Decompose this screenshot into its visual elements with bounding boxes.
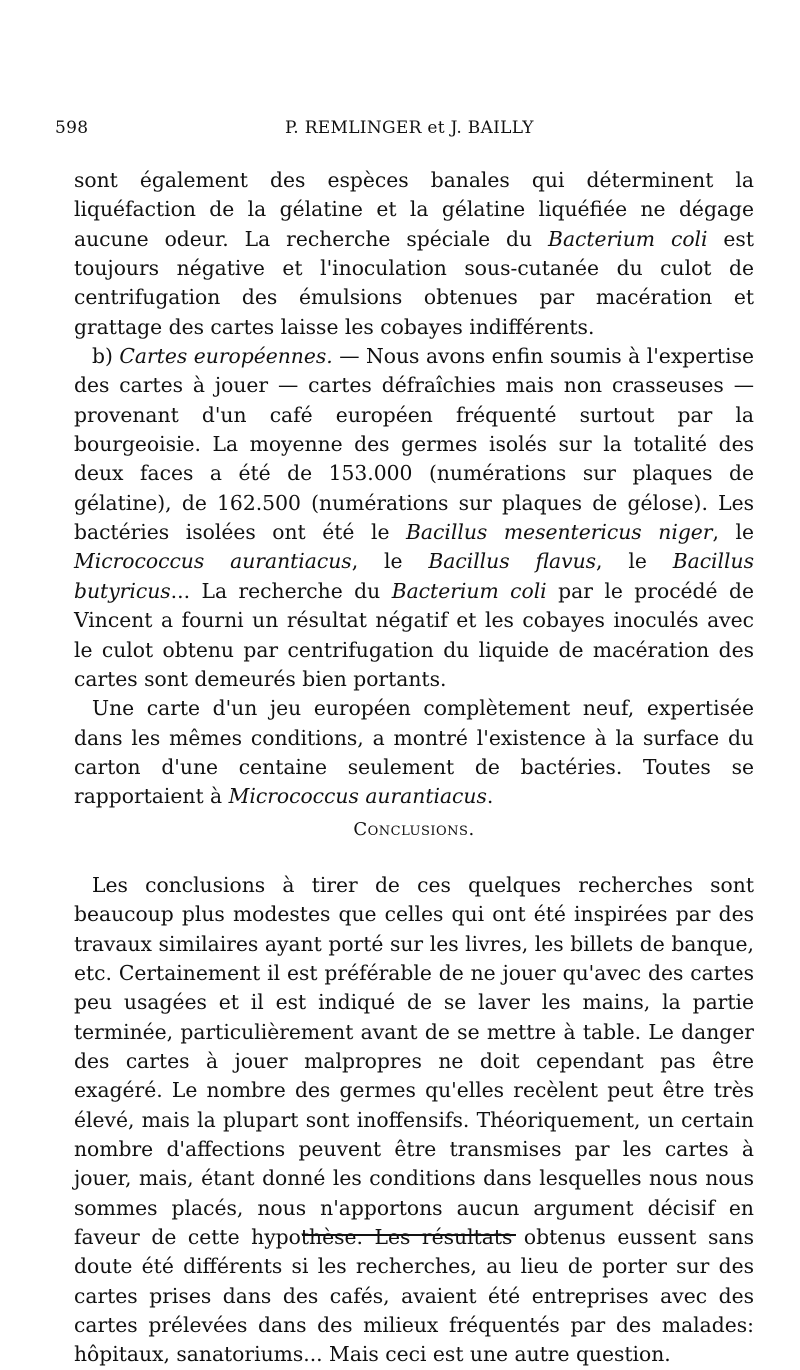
text-span: est toujours négative et l'inoculation sous-cutanée du culot de centrifugation des émulsions obtenues par macération et grattage des cartes laisse les cobayes indifférents. [74, 226, 754, 339]
paragraph-2 [74, 342, 754, 694]
italic-span: Bacillus mesentericus niger [406, 520, 713, 545]
end-rule [302, 1234, 516, 1236]
running-head: P. REMLINGER et J. BAILLY [285, 118, 534, 138]
body-text [74, 166, 754, 1370]
italic-span: Cartes européennes. [119, 344, 333, 369]
text-span: , le [596, 549, 673, 574]
text-span: par le procédé de Vincent a fourni un résultat négatif et les cobayes inoculés avec le culot obtenu par centrifugation du liquide de macération des cartes sont demeurés bien portants. [74, 578, 754, 691]
italic-span: Bacillus flavus [428, 549, 597, 574]
italic-span: Micrococcus aurantiacus [228, 784, 487, 809]
italic-span: Bacterium coli [391, 578, 547, 603]
paragraph-4: Les conclusions à tirer de ces quelques recherches sont beaucoup plus modestes que celles qui ont été inspirées par des travaux similaires ayant porté sur les livres, les billets de banque, etc. Certainement il est préférable de ne jouer qu'avec des cartes peu usagées et il est indiqué de se laver les mains, la partie terminée, particulièrement avant de se mettre à table. Le danger des cartes à jouer malpropres ne doit cependant pas être exagéré. Le nombre des germes qu'elles recèlent peut être très élevé, mais la plupart sont inoffensifs. Théoriquement, un certain nombre d'affections peuvent être transmises par les cartes à jouer, mais, étant donné les conditions dans lesquelles nous nous sommes placés, nous n'apportons aucun argument décisif en faveur de cette hypothèse. Les résultats obtenus eussent sans doute été différents si les recherches, au lieu de porter sur des cartes prises dans des cafés, avaient été entreprises avec des cartes prélevées dans des milieux fréquentés par des malades: hôpitaux, sanatoriums... Mais ceci est une autre question. [74, 872, 754, 1367]
text-span: — Nous avons enfin soumis à l'expertise des cartes à jouer — cartes défraîchies mais non crasseuses — provenant d'un café européen fréquenté surtout par la bourgeoisie. La moyenne des germes isolés sur la totalité des deux faces a été de 153.000 (numérations sur plaques de gélatine), de 162.500 (numérations sur plaques de gélose). Les bactéries isolées ont été le [74, 344, 754, 545]
paragraph-3 [74, 694, 754, 811]
italic-span: Bacterium coli [548, 226, 708, 251]
page-header [55, 118, 750, 148]
text-span: . [486, 784, 494, 809]
text-span: Une carte d'un jeu européen complètement neuf, expertisée dans les mêmes conditions, a montré l'existence à la surface du carton d'une centaine seulement de bactéries. Toutes se rapportaient à [74, 696, 754, 809]
page-number: 598 [55, 118, 89, 138]
text-span: b) [92, 344, 120, 369]
text-span: sont également des espèces banales qui déterminent la liquéfaction de la gélatine et la gélatine liquéfiée ne dégage aucune odeur. La recherche spéciale du [74, 168, 754, 251]
text-span: , le [712, 520, 755, 545]
text-span: ... La recherche du [170, 578, 392, 603]
section-heading: Conclusions. [353, 818, 475, 840]
italic-span: Bacillus butyricus [74, 549, 754, 603]
italic-span: Micrococcus aurantiacus [74, 549, 352, 574]
paragraph-1 [74, 166, 754, 342]
text-span: , le [351, 549, 429, 574]
